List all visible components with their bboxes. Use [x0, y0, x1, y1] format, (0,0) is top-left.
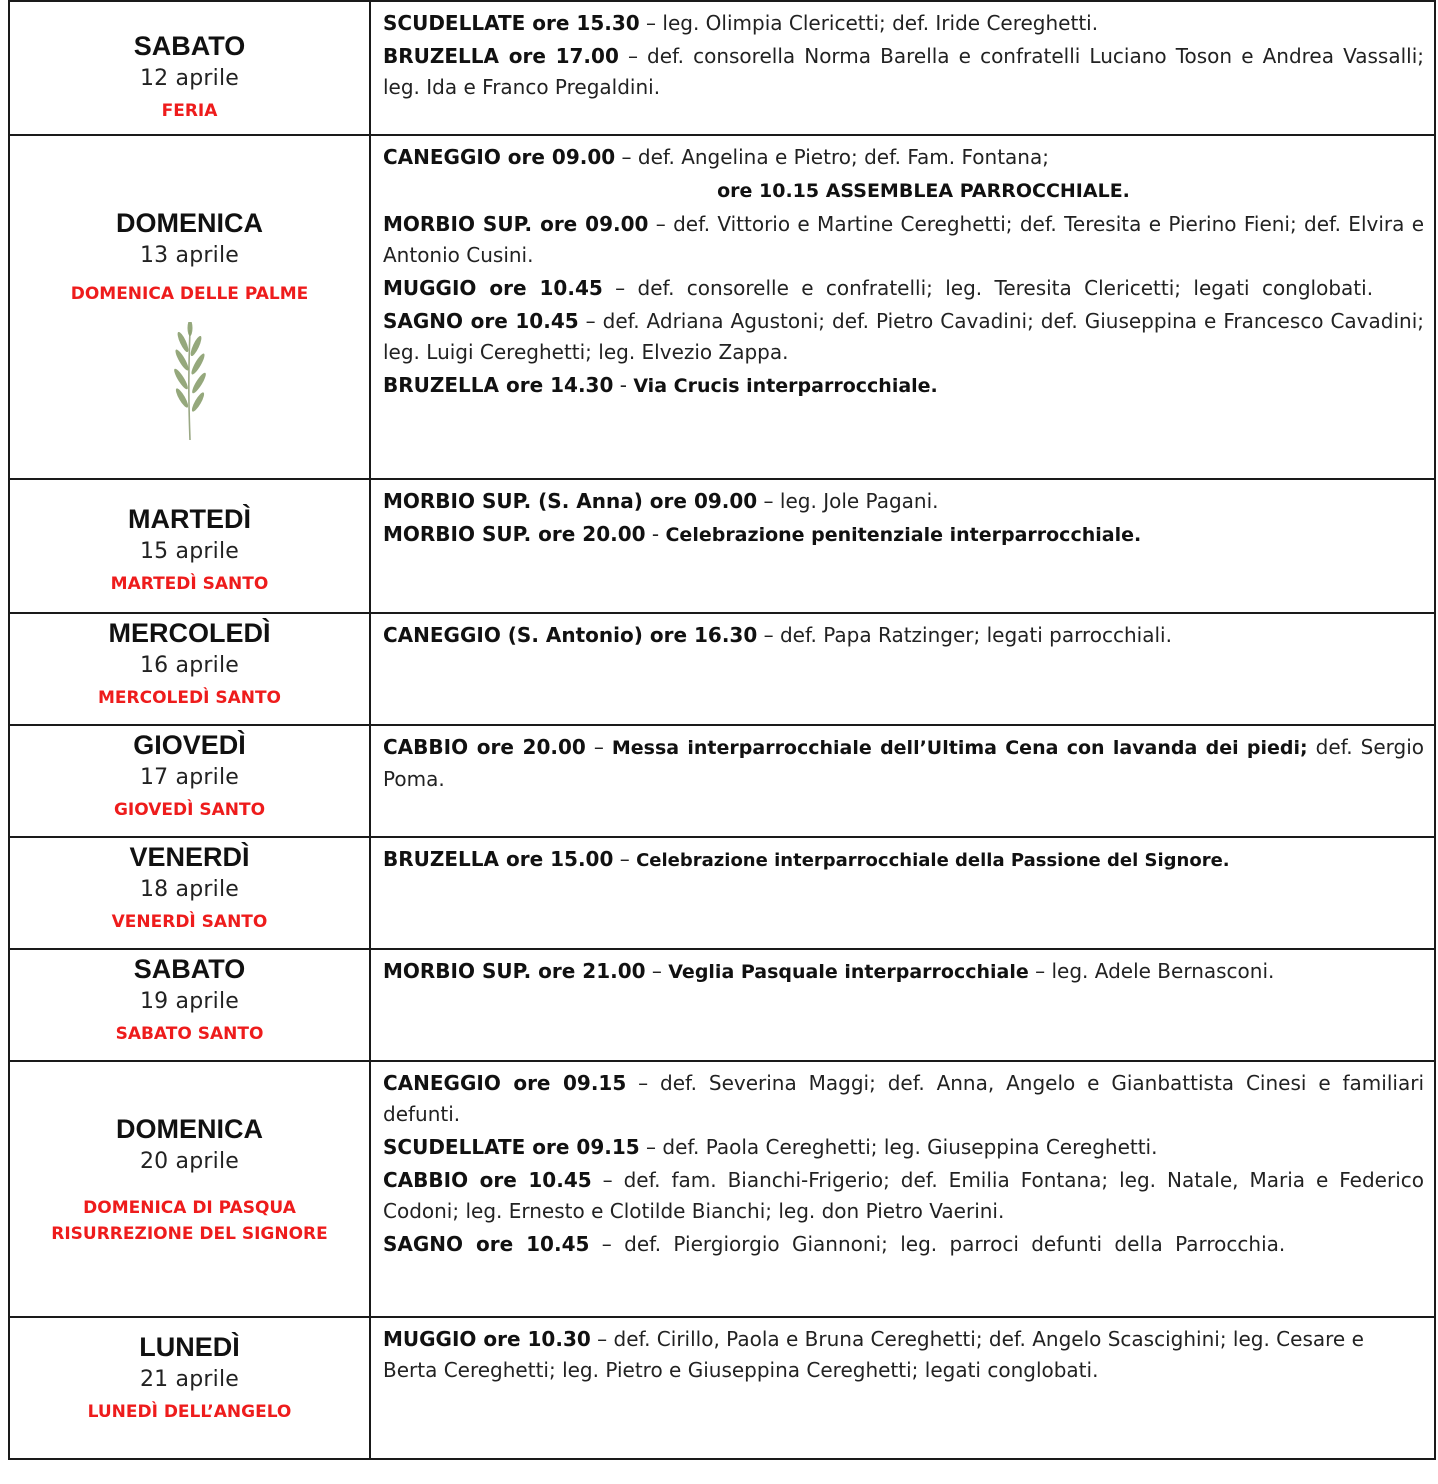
event-text: –	[585, 735, 612, 759]
event-place: CANEGGIO ore 09.00	[383, 145, 616, 169]
event-bold-text: Veglia Pasquale interparrocchiale	[668, 961, 1029, 983]
event-place: MORBIO SUP. (S. Anna) ore 09.00	[383, 489, 758, 513]
day-cell	[9, 725, 370, 837]
event-entry	[383, 209, 1424, 271]
event-text: – def. Piergiorgio Giannoni; leg. parroci defunti della Parrocchia.	[589, 1232, 1286, 1256]
event-entry	[383, 956, 1424, 988]
day-name: SABATO	[133, 31, 246, 61]
event-text: – leg. Olimpia Clericetti; def. Iride Cereghetti.	[639, 11, 1099, 35]
day-cell	[9, 135, 370, 479]
event-place: BRUZELLA ore 17.00	[383, 44, 619, 68]
event-text: – def. Vittorio e Martine Cereghetti; def. Teresita e Pierino Fieni; def. Elvira e Antonio Cusini.	[383, 212, 1425, 267]
event-place: CANEGGIO ore 09.15	[383, 1071, 627, 1095]
day-name: DOMENICA	[116, 1114, 263, 1144]
day-date: 18 aprile	[139, 877, 240, 902]
day-name: MERCOLEDÌ	[108, 618, 271, 648]
event-text: -	[645, 522, 666, 546]
schedule-row	[9, 1317, 1435, 1459]
feast-label: MERCOLEDÌ SANTO	[97, 688, 282, 708]
event-tail: – leg. Adele Bernasconi.	[1028, 959, 1275, 983]
event-entry	[383, 1165, 1424, 1227]
day-date: 20 aprile	[139, 1149, 240, 1174]
event-text: – def. Papa Ratzinger; legati parrocchiali.	[757, 623, 1172, 647]
event-text: – def. Adriana Agustoni; def. Pietro Cavadini; def. Giuseppina e Francesco Cavadini; leg. Luigi Cereghetti; leg. Elvezio Zappa.	[383, 309, 1424, 364]
event-tail: def. Sergio Poma.	[383, 735, 1424, 791]
event-entry	[383, 519, 1424, 551]
day-date: 21 aprile	[139, 1367, 240, 1392]
event-place: SCUDELLATE ore 09.15	[383, 1135, 640, 1159]
event-text: -	[613, 373, 634, 397]
events-cell	[370, 1061, 1435, 1317]
schedule-row	[9, 1061, 1435, 1317]
schedule-row	[9, 613, 1435, 725]
schedule-row	[9, 949, 1435, 1061]
event-entry	[383, 1324, 1424, 1386]
event-place: MUGGIO ore 10.30	[383, 1327, 591, 1351]
event-entry	[383, 620, 1424, 651]
event-place: MORBIO SUP. ore 20.00	[383, 522, 646, 546]
feast-label: LUNEDÌ DELL’ANGELO	[87, 1402, 292, 1422]
event-entry	[383, 175, 1424, 207]
event-place: CANEGGIO (S. Antonio) ore 16.30	[383, 623, 758, 647]
event-place: CABBIO ore 10.45	[383, 1168, 592, 1192]
event-place: BRUZELLA ore 15.00	[383, 847, 614, 871]
event-place: MORBIO SUP. ore 09.00	[383, 212, 649, 236]
day-name: GIOVEDÌ	[133, 730, 246, 760]
day-cell	[9, 479, 370, 613]
day-date: 17 aprile	[139, 765, 240, 790]
event-text: –	[613, 847, 637, 871]
events-cell	[370, 1, 1435, 135]
event-entry	[383, 41, 1424, 103]
day-name: MARTEDÌ	[128, 504, 251, 534]
day-name: SABATO	[133, 954, 246, 984]
event-entry	[383, 306, 1424, 368]
event-place: MORBIO SUP. ore 21.00	[383, 959, 646, 983]
feast-label: MARTEDÌ SANTO	[110, 574, 269, 594]
day-cell	[9, 837, 370, 949]
events-cell	[370, 479, 1435, 613]
event-place: CABBIO ore 20.00	[383, 735, 586, 759]
event-bold-text: Celebrazione penitenziale interparrocchiale.	[665, 524, 1142, 546]
feast-label: VENERDÌ SANTO	[111, 912, 268, 932]
feast-label: FERIA	[161, 101, 218, 121]
event-place: SAGNO ore 10.45	[383, 309, 579, 333]
event-entry	[383, 1132, 1424, 1163]
feast-label: DOMENICA DI PASQUA	[83, 1198, 296, 1218]
day-name: DOMENICA	[116, 208, 263, 238]
event-text: – def. Severina Maggi; def. Anna, Angelo e Gianbattista Cinesi e familiari defunti.	[383, 1071, 1424, 1126]
schedule-row	[9, 837, 1435, 949]
day-date: 19 aprile	[139, 989, 240, 1014]
day-date: 15 aprile	[139, 539, 240, 564]
schedule-table	[8, 0, 1436, 1460]
day-date: 13 aprile	[139, 243, 240, 268]
event-bold-text: Via Crucis interparrocchiale.	[633, 375, 938, 397]
event-entry	[383, 1229, 1424, 1260]
event-entry	[383, 142, 1424, 173]
feast-label: DOMENICA DELLE PALME	[70, 284, 309, 304]
event-place: MUGGIO ore 10.45	[383, 276, 603, 300]
event-bold-text: Messa interparrocchiale dell’Ultima Cena con lavanda dei piedi;	[611, 737, 1308, 759]
feast-label-secondary: RISURREZIONE DEL SIGNORE	[51, 1224, 328, 1244]
day-date: 12 aprile	[139, 66, 240, 91]
event-text: – def. consorella Norma Barella e confratelli Luciano Toson e Andrea Vassalli; leg. Ida e Franco Pregaldini.	[383, 44, 1424, 99]
event-entry	[383, 844, 1424, 876]
olive-branch-icon	[165, 322, 215, 442]
event-place: BRUZELLA ore 14.30	[383, 373, 614, 397]
events-cell	[370, 949, 1435, 1061]
feast-label: SABATO SANTO	[115, 1024, 264, 1044]
event-place: SCUDELLATE ore 15.30	[383, 11, 640, 35]
day-date: 16 aprile	[139, 653, 240, 678]
event-bold-text: Celebrazione interparrocchiale della Passione del Signore.	[636, 850, 1230, 871]
event-entry	[383, 486, 1424, 517]
day-cell	[9, 613, 370, 725]
feast-label: GIOVEDÌ SANTO	[113, 800, 266, 820]
events-cell	[370, 725, 1435, 837]
events-cell	[370, 135, 1435, 479]
event-text: –	[645, 959, 669, 983]
day-cell	[9, 1, 370, 135]
event-text: – def. Paola Cereghetti; leg. Giuseppina Cereghetti.	[639, 1135, 1158, 1159]
event-entry	[383, 1068, 1424, 1130]
day-name: VENERDÌ	[129, 842, 250, 872]
schedule-row	[9, 725, 1435, 837]
event-entry	[383, 370, 1424, 402]
day-name: LUNEDÌ	[139, 1332, 240, 1362]
day-cell	[9, 949, 370, 1061]
day-cell	[9, 1061, 370, 1317]
event-highlight: ore 10.15 ASSEMBLEA PARROCCHIALE.	[717, 180, 1130, 202]
events-cell	[370, 1317, 1435, 1459]
event-entry	[383, 732, 1424, 795]
event-entry	[383, 8, 1424, 39]
event-text: – def. Angelina e Pietro; def. Fam. Fontana;	[615, 145, 1049, 169]
event-text: – leg. Jole Pagani.	[757, 489, 939, 513]
events-cell	[370, 613, 1435, 725]
event-entry	[383, 273, 1424, 304]
schedule-row	[9, 135, 1435, 479]
event-text: – def. Cirillo, Paola e Bruna Cereghetti; def. Angelo Scascighini; leg. Cesare e Berta Cereghetti; leg. Pietro e Giuseppina Cereghetti; legati conglobati.	[383, 1327, 1364, 1382]
event-text: – def. fam. Bianchi-Frigerio; def. Emilia Fontana; leg. Natale, Maria e Federico Codoni; leg. Ernesto e Clotilde Bianchi; leg. don Pietro Vaerini.	[383, 1168, 1424, 1223]
schedule-row	[9, 1, 1435, 135]
event-text: – def. consorelle e confratelli; leg. Teresita Clericetti; legati conglobati.	[602, 276, 1374, 300]
schedule-row	[9, 479, 1435, 613]
day-cell	[9, 1317, 370, 1459]
events-cell	[370, 837, 1435, 949]
event-place: SAGNO ore 10.45	[383, 1232, 590, 1256]
